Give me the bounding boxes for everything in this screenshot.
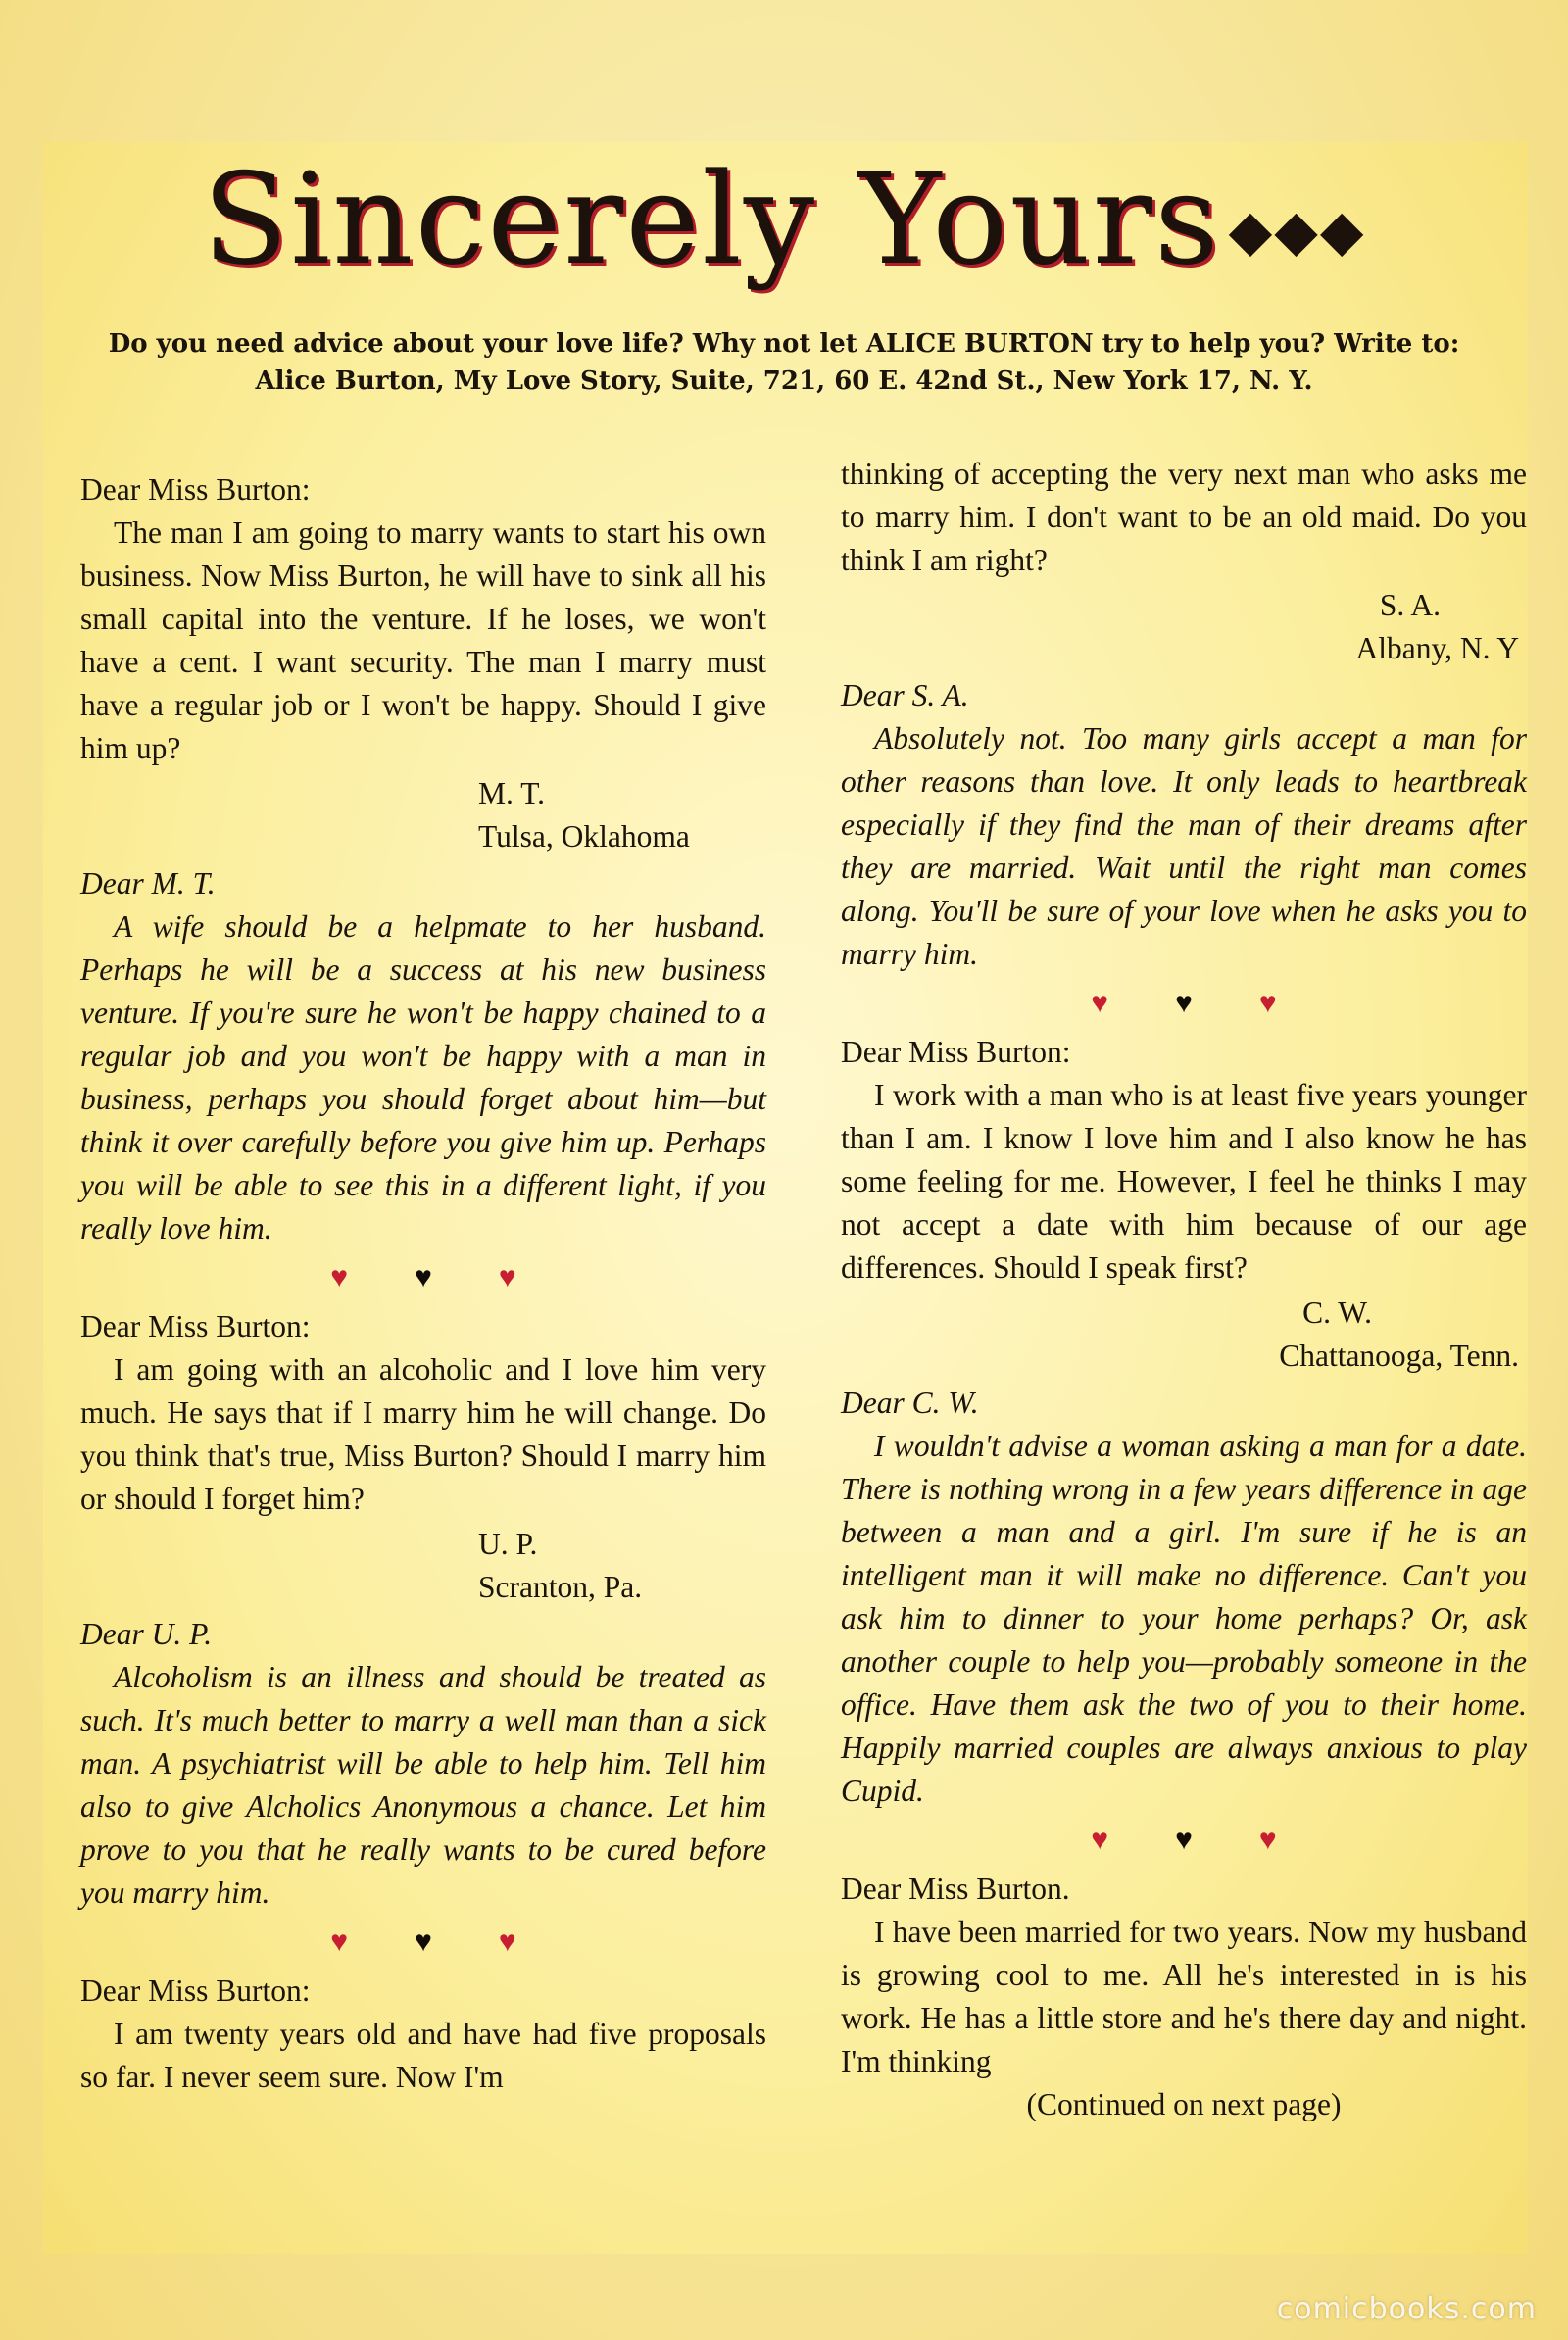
heart-icon: ♥: [498, 1926, 583, 1958]
heart-icon: ♥: [498, 1261, 583, 1293]
letter-up: [80, 1305, 766, 1609]
signature-initials: M. T.: [478, 776, 545, 810]
heart-separator: [80, 1250, 766, 1305]
site-watermark: comicbooks.com: [1276, 2292, 1537, 2326]
letter-salutation: Dear Miss Burton.: [841, 1872, 1070, 1906]
letter-mt: [80, 468, 766, 858]
letter-signature: [841, 584, 1527, 670]
reply-body: A wife should be a helpmate to her husband. Perhaps he will be a success at his new business venture. If you're sure he won't be happy chained to a regular job and you won't be happy with a man in business, perhaps you should forget about him—but think it over carefully before you give him up. Perhaps you will be able to see this in a different light, if you really love him.: [80, 909, 766, 1245]
heart-icon: ♥: [330, 1926, 416, 1958]
heart-separator: [841, 1813, 1527, 1868]
signature-location: Tulsa, Oklahoma: [478, 819, 690, 853]
heart-icon: ♥: [1258, 987, 1344, 1019]
reply-mt: [80, 862, 766, 1250]
letter-body: I am going with an alcoholic and I love him very much. He says that if I marry him he will change. Do you think that's true, Miss Burton? Should I marry him or should I forget him?: [80, 1352, 766, 1516]
letter-signature: [80, 772, 766, 858]
letter-body: I work with a man who is at least five years younger than I am. I know I love him and I also know he has some feeling for me. However, I feel he thinks I may not accept a date with him because of our age differences. Should I speak first?: [841, 1078, 1527, 1285]
letter-salutation: Dear Miss Burton:: [80, 1309, 311, 1343]
letter-cw: [841, 1031, 1527, 1378]
heart-separator: [841, 976, 1527, 1031]
letter-signature: [841, 1292, 1527, 1378]
heart-separator: [80, 1915, 766, 1970]
heart-icon: ♥: [415, 1926, 499, 1958]
reply-body: I wouldn't advise a woman asking a man for a date. There is nothing wrong in a few years difference in age between a man and a girl. I'm sure if he is an intelligent man it will make no difference. Can't you ask him to dinner to your home perhaps? Or, ask another couple to help you—probably someone in the office. Have them ask the two of you to their home. Happily married couples are always anxious to play Cupid.: [841, 1429, 1527, 1808]
column-title: [0, 147, 1568, 304]
reply-salutation: Dear C. W.: [841, 1386, 979, 1420]
reply-salutation: Dear U. P.: [80, 1617, 213, 1651]
signature-initials: U. P.: [478, 1527, 538, 1561]
intro-text: [69, 325, 1499, 400]
signature-location: Albany, N. Y: [1355, 631, 1519, 665]
reply-salutation: Dear M. T.: [80, 866, 216, 901]
heart-icon: ♥: [1258, 1824, 1344, 1856]
signature-initials: S. A.: [1379, 588, 1441, 622]
reply-body: Absolutely not. Too many girls accept a man for other reasons than love. It only leads to heartbreak especially if they find the man of their dreams after they are married. Wait until the right man comes along. You'll be sure of your love when he asks you to marry him.: [841, 721, 1527, 971]
letter-signature: [80, 1523, 766, 1609]
heart-icon: ♥: [415, 1261, 499, 1293]
title-diamond-ornament: ◆◆◆: [1228, 197, 1366, 264]
continued-note: (Continued on next page): [1026, 2087, 1342, 2121]
intro-line-1: Do you need advice about your love life? Why not let ALICE BURTON try to help you? Write to:: [108, 329, 1460, 359]
signature-location: Scranton, Pa.: [478, 1570, 643, 1604]
reply-body: Alcoholism is an illness and should be treated as such. It's much better to marry a well man than a sick man. A psychiatrist will be able to help him. Tell him also to give Alcholics Anonymous a chance. Let him prove to you that he really wants to be cured before you marry him.: [80, 1660, 766, 1910]
signature-initials: C. W.: [1302, 1295, 1372, 1330]
heart-icon: ♥: [1175, 1824, 1259, 1856]
letter-body: I have been married for two years. Now my husband is growing cool to me. All he's interested in is his work. He has a little store and he's there day and night. I'm thinking: [841, 1915, 1527, 2078]
signature-location: Chattanooga, Tenn.: [1279, 1339, 1519, 1373]
letter-body: thinking of accepting the very next man who asks me to marry him. I don't want to be an old maid. Do you think I am right?: [841, 457, 1527, 577]
left-column: [80, 468, 766, 2099]
reply-up: [80, 1613, 766, 1915]
heart-icon: ♥: [1091, 1824, 1176, 1856]
right-column: [841, 453, 1527, 2158]
reply-salutation: Dear S. A.: [841, 678, 969, 712]
letter-body: The man I am going to marry wants to start his own business. Now Miss Burton, he will have to sink all his small capital into the venture. If he loses, we won't have a cent. I want security. The man I marry must have a regular job or I won't be happy. Should I give him up?: [80, 515, 766, 765]
letter-salutation: Dear Miss Burton:: [80, 472, 311, 507]
letter-married: [841, 1868, 1527, 2126]
heart-icon: ♥: [330, 1261, 416, 1293]
letter-salutation: Dear Miss Burton:: [80, 1974, 311, 2008]
letter-sa: [80, 1970, 766, 2099]
letter-salutation: Dear Miss Burton:: [841, 1035, 1071, 1069]
heart-icon: ♥: [1091, 987, 1176, 1019]
intro-line-2: Alice Burton, My Love Story, Suite, 721, 60 E. 42nd St., New York 17, N. Y.: [255, 366, 1313, 396]
column-title-text: Sincerely Yours: [202, 147, 1221, 293]
letter-sa-continued: [841, 453, 1527, 670]
reply-cw: [841, 1382, 1527, 1813]
heart-icon: ♥: [1175, 987, 1259, 1019]
letter-body: I am twenty years old and have had five proposals so far. I never seem sure. Now I'm: [80, 2017, 766, 2094]
reply-sa: [841, 674, 1527, 976]
